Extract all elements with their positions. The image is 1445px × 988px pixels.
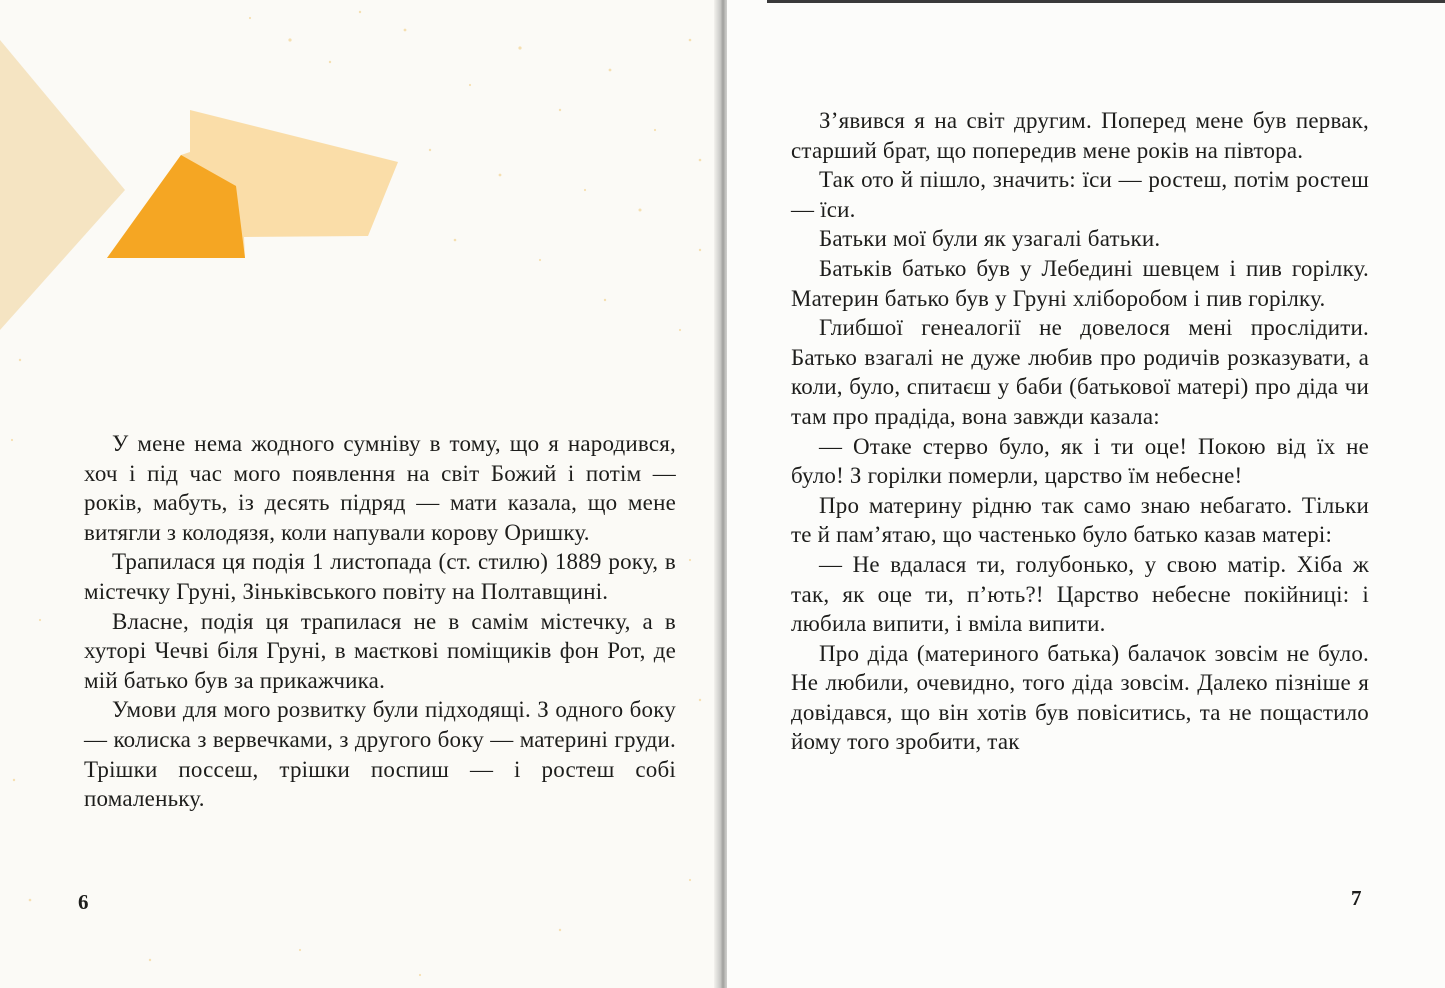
paragraph: У мене нема жодного сумніву в тому, що я народився, хоч і під час мого появлення на світ Божий і потім — років, мабуть, із десять підряд — мати казала, що мене витягли з колодязя, коли напували корову Оришку. <box>84 431 676 545</box>
paragraph: Власне, подія ця трапилася не в самім містечку, а в хуторі Чечві біля Груні, в маєткові поміщиків фон Рот, де мій батько був за прикажчика. <box>84 608 676 693</box>
left-page <box>0 0 722 988</box>
paragraph: Про материну рідню так само знаю небагато. Тільки те й пам’ятаю, що частенько було батько казав матері: <box>791 492 1369 548</box>
paragraph: — Не вдалася ти, голубонько, у свою матір. Хіба ж так, як оце ти, п’ють?! Царство небесне покійниці: і любила випити, і вміла випити. <box>791 551 1369 637</box>
decorative-shapes <box>0 0 420 360</box>
paragraph: Глибшої генеалогії не довелося мені прослідити. Батько взагалі не дуже любив про родичів розказувати, а коли, було, спитаєш у баби (батькової матері) про діда чи там про прадіда, вона завжди казала: <box>791 315 1369 429</box>
paragraph: Так ото й пішло, значить: їси — ростеш, потім ростеш — їси. <box>791 167 1369 222</box>
paragraph: З’явився я на світ другим. Поперед мене був первак, старший брат, що попередив мене років на півтора. <box>791 108 1369 163</box>
page-number: 7 <box>1351 886 1362 910</box>
paragraph: Трапилася ця подія 1 листопада (ст. стилю) 1889 року, в містечку Груні, Зіньківського повіту на Полтавщині. <box>84 549 676 604</box>
top-edge-line <box>767 0 1445 3</box>
right-page <box>727 0 1445 988</box>
page-number: 6 <box>78 890 89 914</box>
paragraph: Батьки мої були як узагалі батьки. <box>819 226 1161 252</box>
paragraph: Про діда (материного батька) балачок зовсім не було. Не любили, очевидно, того діда зовсім. Далеко пізніше я довідався, що він хотів був повіситись, та не пощастило йому того зробити, так <box>791 640 1369 755</box>
paragraph: Батьків батько був у Лебедині шевцем і пив горілку. Материн батько був у Груні хліборобом і пив горілку. <box>791 255 1369 311</box>
right-page-text <box>791 106 1369 757</box>
paragraph: Умови для мого розвитку були підходящі. З одного боку — колиска з вервечками, з другого боку — материні груди. Трішки поссеш, трішки поспиш — і ростеш собі помаленьку. <box>84 697 676 812</box>
left-page-text <box>84 429 676 814</box>
paragraph: — Отаке стерво було, як і ти оце! Покою від їх не було! З горілки померли, царство їм небесне! <box>791 433 1369 489</box>
